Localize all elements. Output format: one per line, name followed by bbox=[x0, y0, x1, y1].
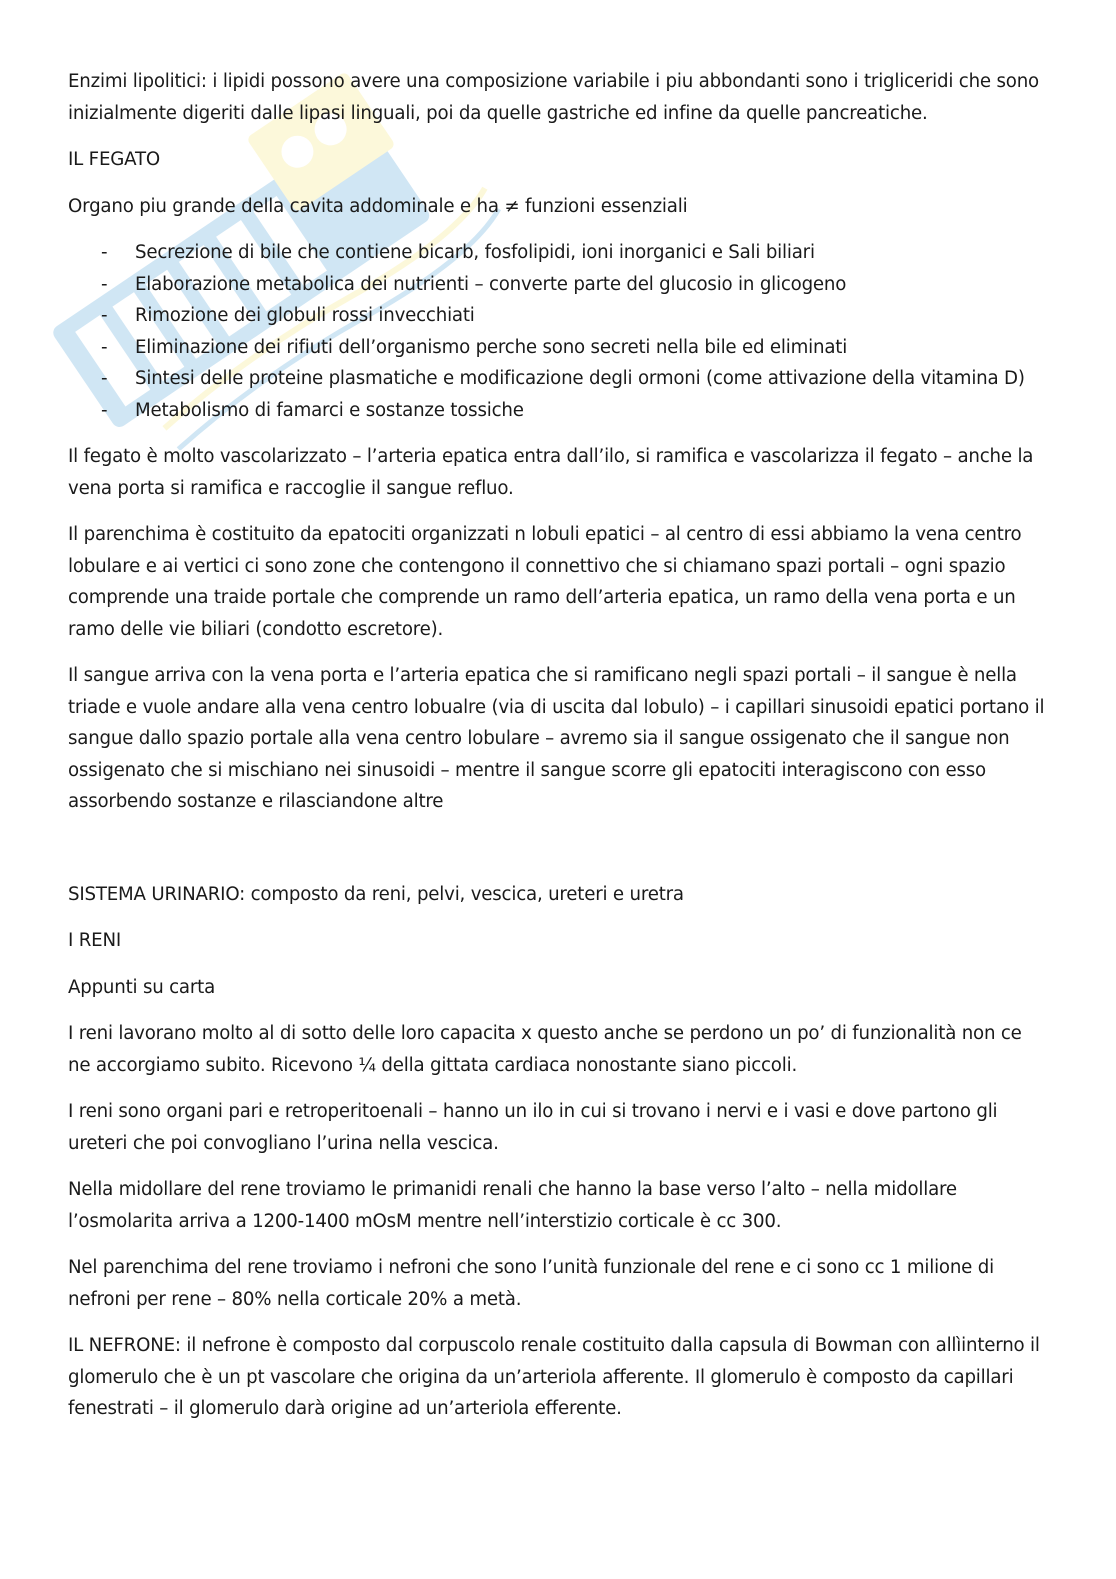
paragraph-reni-organi-pari: I reni sono organi pari e retroperitoenali – hanno un ilo in cui si trovano i nervi e i vasi e dove partono gli ureteri che poi convogliano l’urina nella vescica. bbox=[68, 1101, 998, 1154]
paragraph-sistema-urinario: SISTEMA URINARIO: composto da reni, pelvi, vescica, ureteri e uretra bbox=[68, 883, 684, 905]
list-item-text: Sintesi delle proteine plasmatiche e modificazione degli ormoni (come attivazione della vitamina D) bbox=[135, 368, 1025, 389]
paragraph-appunti-su-carta: Appunti su carta bbox=[68, 976, 216, 998]
document-body bbox=[68, 66, 1048, 1440]
heading-i-reni: I RENI bbox=[68, 930, 122, 951]
fegato-functions-list bbox=[68, 237, 1048, 426]
list-item-text: Elaborazione metabolica dei nutrienti – converte parte del glucosio in glicogeno bbox=[135, 273, 847, 295]
list-dash: - bbox=[101, 368, 108, 389]
list-dash: - bbox=[101, 242, 108, 263]
paragraph-nefroni: Nel parenchima del rene troviamo i nefroni che sono l’unità funzionale del rene e ci sono cc 1 milione di nefroni per rene – 80% nella corticale 20% a metà. bbox=[68, 1257, 994, 1310]
list-dash: - bbox=[101, 336, 108, 358]
list-item bbox=[68, 237, 1048, 269]
list-item bbox=[68, 269, 1048, 301]
list-item bbox=[68, 300, 1048, 332]
list-dash: - bbox=[101, 399, 108, 421]
list-item-text: Secrezione di bile che contiene bicarb, fosfolipidi, ioni inorganici e Sali biliari bbox=[135, 242, 815, 263]
list-item-text: Metabolismo di famarci e sostanze tossiche bbox=[135, 399, 524, 421]
list-dash: - bbox=[101, 305, 108, 326]
list-item bbox=[68, 332, 1048, 364]
list-dash: - bbox=[101, 273, 108, 295]
paragraph-reni-capacita: I reni lavorano molto al di sotto delle loro capacita x questo anche se perdono un po’ di funzionalità non ce ne accorgiamo subito. Ricevono ¼ della gittata cardiaca nonostante siano piccoli. bbox=[68, 1023, 1022, 1076]
paragraph-enzimi-lipolitici: Enzimi lipolitici: i lipidi possono avere una composizione variabile i piu abbondanti sono i trigliceridi che sono inizialmente digeriti dalle lipasi linguali, poi da quelle gastriche ed infine da quelle pancreatiche. bbox=[68, 71, 1039, 124]
section-spacer bbox=[68, 833, 1048, 879]
heading-il-fegato: IL FEGATO bbox=[68, 149, 160, 170]
paragraph-fegato-intro: Organo piu grande della cavita addominale e ha ≠ funzioni essenziali bbox=[68, 195, 688, 217]
paragraph-vascolarizzazione: Il fegato è molto vascolarizzato – l’arteria epatica entra dall’ilo, si ramifica e vascolarizza il fegato – anche la vena porta si ramifica e raccoglie il sangue refluo. bbox=[68, 446, 1034, 499]
paragraph-parenchima: Il parenchima è costituito da epatociti organizzati n lobuli epatici – al centro di essi abbiamo la vena centro lobulare e ai vertici ci sono zone che contengono il connettivo che si chiamano spazi portali – ogni spazio comprende una traide portale che comprende un ramo dell’arteria epatica, un ramo della vena porta e un ramo delle vie biliari (condotto escretore). bbox=[68, 524, 1022, 640]
paragraph-circolazione-sangue: Il sangue arriva con la vena porta e l’arteria epatica che si ramificano negli spazi portali – il sangue è nella triade e vuole andare alla vena centro lobualre (via di uscita dal lobulo) – i capillari sinusoidi epatici portano il sangue dallo spazio portale alla vena centro lobulare – avremo sia il sangue ossigenato che il sangue non ossigenato che si mischiano nei sinusoidi – mentre il sangue scorre gli epatociti interagiscono con esso assorbendo sostanze e rilasciandone altre bbox=[68, 665, 1045, 812]
list-item-text: Rimozione dei globuli rossi invecchiati bbox=[135, 305, 475, 326]
paragraph-il-nefrone: IL NEFRONE: il nefrone è composto dal corpuscolo renale costituito dalla capsula di Bowman con allìinterno il glomerulo che è un pt vascolare che origina da un’arteriola afferente. Il glomerulo è composto da capillari fenestrati – il glomerulo darà origine ad un’arteriola efferente. bbox=[68, 1335, 1040, 1419]
paragraph-midollare: Nella midollare del rene troviamo le primanidi renali che hanno la base verso l’alto – nella midollare l’osmolarita arriva a 1200-1400 mOsM mentre nell’interstizio corticale è cc 300. bbox=[68, 1179, 957, 1232]
list-item-text: Eliminazione dei rifiuti dell’organismo perche sono secreti nella bile ed eliminati bbox=[135, 336, 848, 358]
list-item bbox=[68, 395, 1048, 427]
list-item bbox=[68, 363, 1048, 395]
